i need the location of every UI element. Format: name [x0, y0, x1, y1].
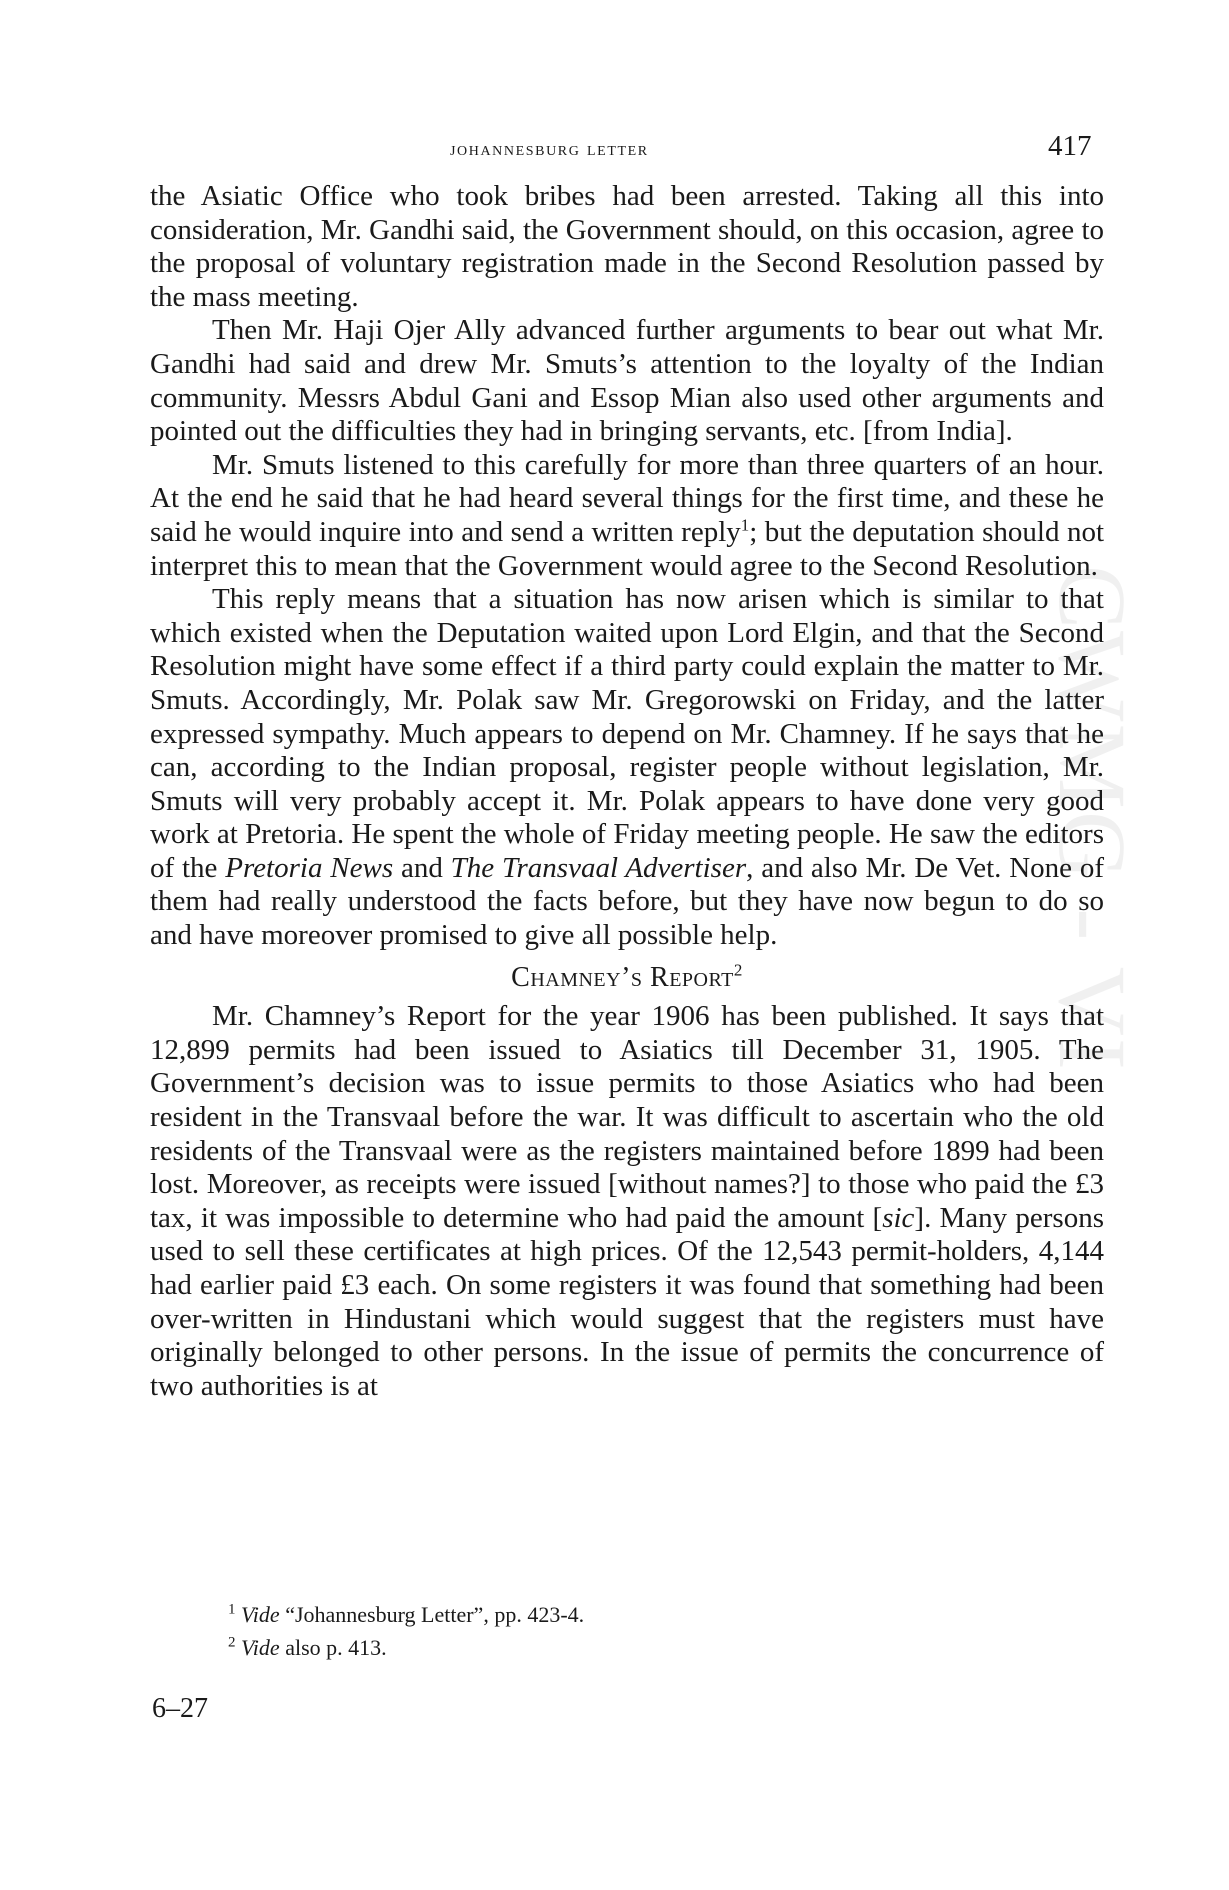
page-number: 417 [1048, 130, 1092, 162]
paragraph-2: Then Mr. Haji Ojer Ally advanced further arguments to bear out what Mr. Gandhi had said and drew Mr. Smuts’s attention to the loyalty of the Indian community. Messrs Abdul Gani and Essop Mian also used other arguments and pointed out the difficulties they had in bringing servants, etc. [from India]. [150, 314, 1104, 448]
footnote-mark: 1 [228, 1601, 236, 1618]
running-head [0, 130, 1229, 170]
section-heading [150, 961, 1104, 995]
footnotes [228, 1598, 1028, 1664]
footnote-text: “Johannesburg Letter”, pp. 423-4. [279, 1602, 585, 1627]
newspaper-title-1: Pretoria News [225, 851, 394, 884]
running-title: johannesburg letter [450, 138, 649, 160]
footnote-2 [228, 1631, 1028, 1664]
sic-note: sic [882, 1201, 915, 1234]
signature-mark: 6–27 [152, 1693, 208, 1724]
paragraph-3-text-b: ; but the deputation should not interpret this to mean that the Government would agree to the Second Resolution. [150, 515, 1105, 582]
paragraph-5 [150, 1000, 1104, 1403]
body-text [150, 180, 1104, 1403]
paragraph-4 [150, 583, 1104, 953]
footnote-ref-1: 1 [740, 515, 750, 535]
footnote-ref-2: 2 [733, 960, 743, 980]
paragraph-3 [150, 449, 1104, 583]
paragraph-5-text-a: Mr. Chamney’s Report for the year 1906 has been published. It says that 12,899 permits had been issued to Asiatics till December 31, 1905. The Government’s decision was to issue permits to those Asiatics who had been resident in the Transvaal before the war. It was difficult to ascertain who the old residents of the Transvaal were as the registers maintained before 1899 had been lost. Moreover, as receipts were issued [without names?] to those who paid the £3 tax, it was impossible to determine who had paid the amount [ [150, 1000, 1104, 1234]
footnote-1 [228, 1598, 1028, 1631]
paragraph-4-and: and [393, 851, 451, 884]
section-heading-text: Chamney’s Report [511, 961, 734, 993]
paragraph-1: the Asiatic Office who took bribes had been arrested. Taking all this into consideration, Mr. Gandhi said, the Government should, on this occasion, agree to the proposal of voluntary registration made in the Second Resolution passed by the mass meeting. [150, 180, 1104, 313]
paragraph-4-text-b: , and also Mr. De Vet. None of them had really understood the facts before, but they have now begun to do so and have moreover promised to give all possible help. [150, 851, 1105, 952]
footnote-vide: Vide [241, 1635, 280, 1660]
watermark-text: CWMG - VI [1039, 565, 1146, 1072]
paragraph-5-text-b: ]. Many persons used to sell these certificates at high prices. Of the 12,543 permit-holders, 4,144 had earlier paid £3 each. On some registers it was found that something had been over-written in Hindustani which would suggest that the registers must have originally belonged to other persons. In the issue of permits the concurrence of two authorities is at [150, 1201, 1104, 1402]
newspaper-title-2: The Transvaal Advertiser [450, 851, 747, 884]
paragraph-3-text-a: Mr. Smuts listened to this carefully for more than three quarters of an hour. At the end he said that he had heard several things for the first time, and these he said he would inquire into and send a written reply [150, 448, 1104, 548]
footnote-vide: Vide [241, 1602, 280, 1627]
footnote-mark: 2 [228, 1634, 236, 1651]
paragraph-4-text-a: This reply means that a situation has now arisen which is similar to that which existed when the Deputation waited upon Lord Elgin, and that the Second Resolution might have some effect if a third party could explain the matter to Mr. Smuts. Accordingly, Mr. Polak saw Mr. Gregorowski on Friday, and the latter expressed sympathy. Much appears to depend on Mr. Chamney. If he says that he can, according to the Indian proposal, register people without legislation, Mr. Smuts will very probably accept it. Mr. Polak appears to have done very good work at Pretoria. He spent the whole of Friday meeting people. He saw the editors of the [150, 583, 1104, 884]
footnote-text: also p. 413. [279, 1635, 387, 1660]
watermark [1039, 565, 1188, 1345]
